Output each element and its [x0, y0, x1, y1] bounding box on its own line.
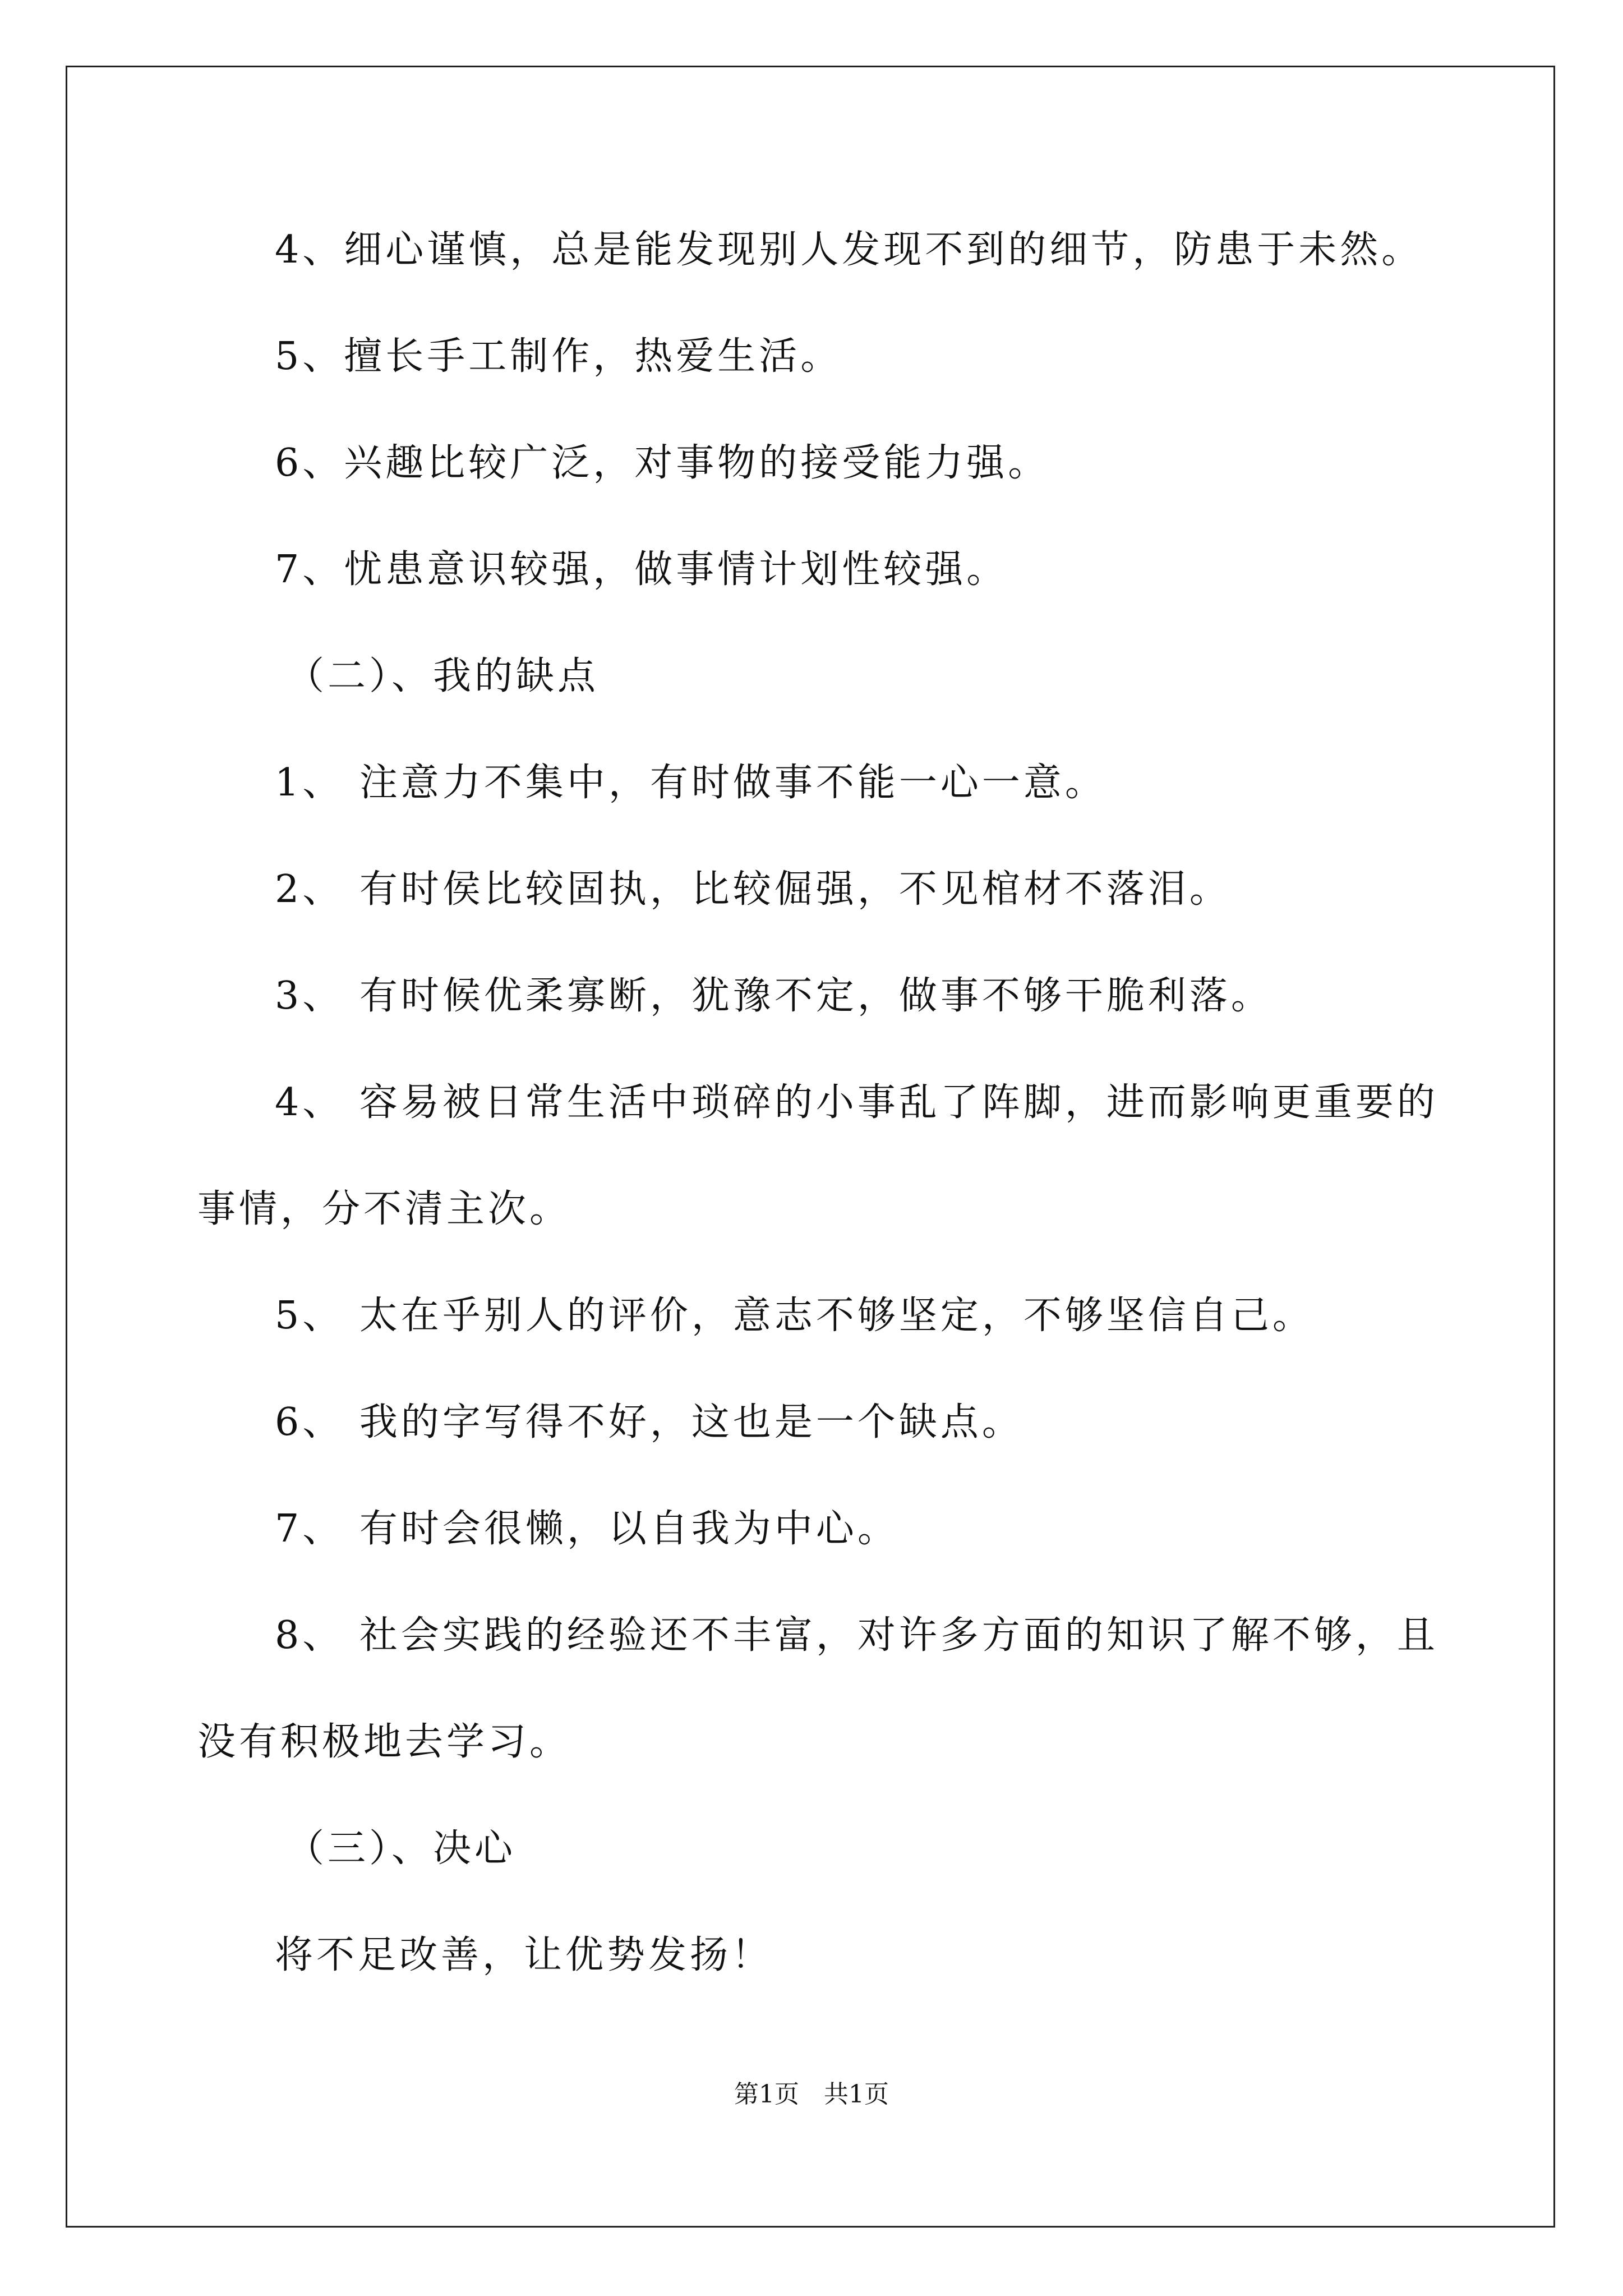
weakness-item-7: 7、 有时会很懒，以自我为中心。 — [275, 1507, 899, 1551]
weakness-item-1: 1、 注意力不集中，有时做事不能一心一意。 — [275, 761, 1106, 805]
weakness-item-3: 3、 有时候优柔寡断，犹豫不定，做事不够干脆利落。 — [275, 974, 1272, 1018]
strength-item-6: 6、兴趣比较广泛，对事物的接受能力强。 — [275, 441, 1050, 485]
page-frame — [66, 66, 1555, 2228]
resolution-text: 将不足改善，让优势发扬！ — [275, 1933, 773, 1977]
strength-item-5: 5、擅长手工制作，热爱生活。 — [275, 334, 842, 379]
strength-item-4: 4、细心谨慎，总是能发现别人发现不到的细节，防患于未然。 — [275, 228, 1423, 272]
weakness-item-4: 4、 容易被日常生活中琐碎的小事乱了阵脚，进而影响更重要的 — [275, 1080, 1438, 1125]
weakness-item-5: 5、 太在乎别人的评价，意志不够坚定，不够坚信自己。 — [275, 1294, 1314, 1338]
section-heading-resolution: （三）、决心 — [286, 1826, 517, 1871]
weakness-item-8: 8、 社会实践的经验还不丰富，对许多方面的知识了解不够，且 — [275, 1613, 1438, 1658]
page-footer: 第1页 共1页 — [734, 2080, 889, 2109]
weakness-item-6: 6、 我的字写得不好，这也是一个缺点。 — [275, 1400, 1023, 1444]
weakness-item-2: 2、 有时侯比较固执，比较倔强，不见棺材不落泪。 — [275, 867, 1231, 912]
section-heading-weaknesses: （二）、我的缺点 — [286, 654, 600, 698]
weakness-item-4-continued: 事情，分不清主次。 — [197, 1187, 571, 1231]
strength-item-7: 7、忧患意识较强，做事情计划性较强。 — [275, 547, 1008, 592]
weakness-item-8-continued: 没有积极地去学习。 — [197, 1720, 571, 1764]
